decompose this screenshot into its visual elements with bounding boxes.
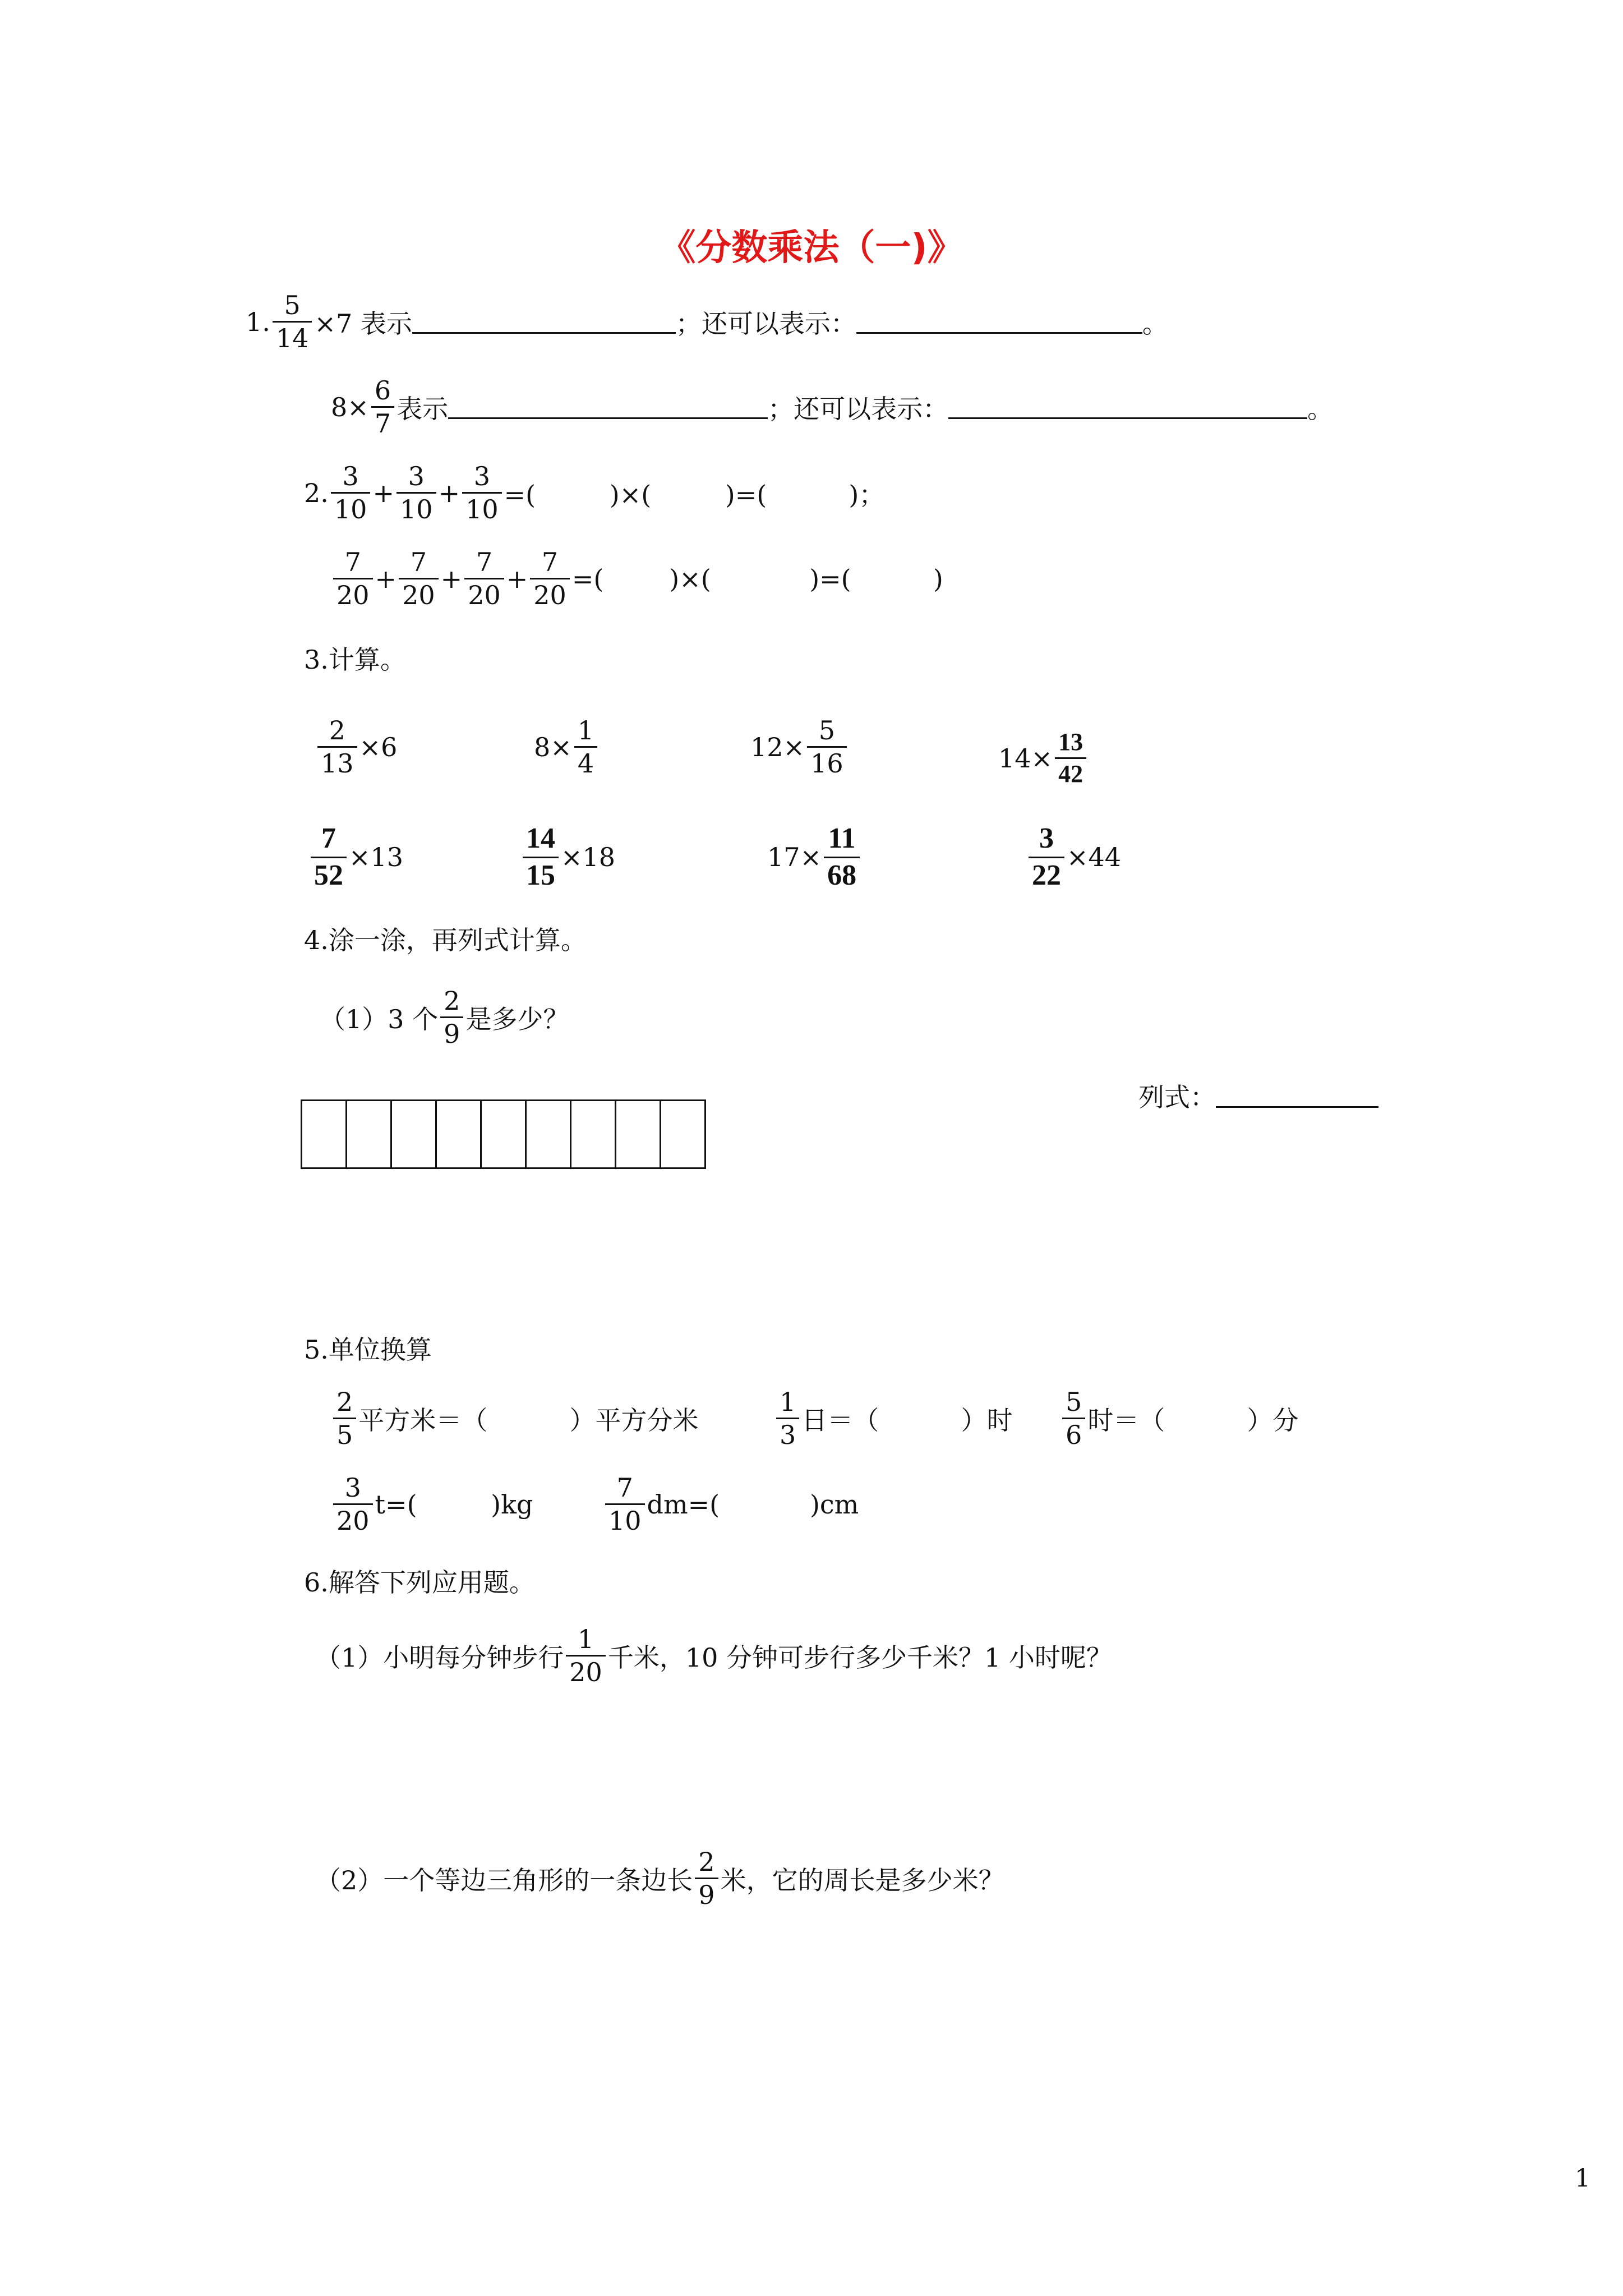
grid-cell[interactable] <box>482 1099 527 1169</box>
fraction: $\frac{5}{16}$ <box>807 717 847 777</box>
answer-blank[interactable] <box>948 395 1307 419</box>
formula-line: 列式： <box>1138 1077 1378 1114</box>
grid-cell[interactable] <box>347 1099 392 1169</box>
shading-grid <box>301 1099 706 1169</box>
grid-cell[interactable] <box>437 1099 482 1169</box>
fraction: $\frac{7}{10}$ <box>605 1474 645 1535</box>
fraction: $\frac{6}{7}$ <box>371 377 394 438</box>
calc-item: $\frac{3}{22}$ ×44 <box>1026 823 1121 891</box>
conversion-item: $\frac{3}{20}$ t=( )kg <box>331 1474 533 1535</box>
q6-label: 6.解答下列应用题。 <box>304 1567 535 1598</box>
fraction: $\frac{14}{15}$ <box>523 823 559 891</box>
fraction: $\frac{11}{68}$ <box>824 823 860 891</box>
grid-cell[interactable] <box>392 1099 437 1169</box>
q4-sub1: （1）3 个 $\frac{2}{9}$ 是多少？ <box>320 986 569 1050</box>
fraction: $\frac{1}{4}$ <box>574 717 597 777</box>
fraction: $\frac{7}{20}$ <box>464 549 504 609</box>
answer-blank[interactable] <box>448 395 768 419</box>
answer-blank[interactable] <box>856 310 1142 334</box>
q6-sub2: （2）一个等边三角形的一条边长 $\frac{2}{9}$ 米，它的周长是多少米？ <box>315 1847 1004 1911</box>
answer-blank[interactable] <box>412 310 676 334</box>
fraction: $\frac{3}{10}$ <box>396 463 436 523</box>
q5-label: 5.单位换算 <box>304 1335 432 1365</box>
q4-label: 4.涂一涂，再列式计算。 <box>304 925 587 955</box>
formula-blank[interactable] <box>1216 1084 1378 1108</box>
q3-label: 3.计算。 <box>304 645 406 675</box>
q1-line2: 8× $\frac{6}{7}$ 表示 ；还可以表示： 。 <box>331 375 1334 439</box>
fraction: $\frac{7}{20}$ <box>333 549 373 609</box>
fraction: $\frac{2}{5}$ <box>333 1388 356 1449</box>
fraction: $\frac{7}{52}$ <box>311 823 347 891</box>
calc-item: $\frac{14}{15}$ ×18 <box>520 823 615 891</box>
fraction: $\frac{2}{13}$ <box>317 717 357 777</box>
q2-line2: $\frac{7}{20}$ + $\frac{7}{20}$ + $\frac{7}{20}$ + $\frac{7}{20}$ =( )×( )=( ) <box>331 549 943 609</box>
page-number: 1 <box>1575 2164 1590 2193</box>
calc-item: 12× $\frac{5}{16}$ <box>750 717 849 777</box>
fraction: $\frac{5}{6}$ <box>1062 1388 1085 1449</box>
fraction: $\frac{3}{20}$ <box>333 1474 373 1535</box>
fraction: $\frac{3}{22}$ <box>1029 823 1064 891</box>
calc-item: $\frac{7}{52}$ ×13 <box>308 823 403 891</box>
calc-item: 17× $\frac{11}{68}$ <box>767 823 862 891</box>
q2-line1: 2. $\frac{3}{10}$ + $\frac{3}{10}$ + $\frac{3}{10}$ =( )×( )=( )； <box>304 461 885 525</box>
conversion-item: $\frac{7}{10}$ dm=( )cm <box>603 1474 859 1535</box>
fraction: $\frac{7}{20}$ <box>399 549 439 609</box>
fraction: $\frac{1}{3}$ <box>776 1388 799 1449</box>
fraction: $\frac{5}{14}$ <box>273 292 312 352</box>
grid-cell[interactable] <box>616 1099 661 1169</box>
fraction: $\frac{3}{10}$ <box>462 463 502 523</box>
conversion-item: $\frac{2}{5}$ 平方米＝（ ）平方分米 <box>331 1388 699 1449</box>
fraction: $\frac{2}{9}$ <box>440 987 463 1048</box>
page-title: 《分数乘法（一)》 <box>660 227 963 269</box>
calc-item: 8× $\frac{1}{4}$ <box>534 717 600 777</box>
conversion-item: $\frac{1}{3}$ 日＝（ ）时 <box>774 1388 1013 1449</box>
calc-item: 14× $\frac{13}{42}$ <box>998 729 1089 787</box>
grid-cell[interactable] <box>302 1099 347 1169</box>
grid-cell[interactable] <box>527 1099 571 1169</box>
conversion-item: $\frac{5}{6}$ 时＝（ ）分 <box>1060 1388 1299 1449</box>
q1-number: 1. <box>246 306 270 337</box>
fraction: $\frac{13}{42}$ <box>1055 729 1086 787</box>
q6-sub1: （1）小明每分钟步行 $\frac{1}{20}$ 千米，10 分钟可步行多少千米？1 小时呢？ <box>315 1624 1112 1688</box>
grid-cell[interactable] <box>571 1099 616 1169</box>
grid-cell[interactable] <box>661 1099 706 1169</box>
q1-line1: 1. $\frac{5}{14}$ ×7 表示 ；还可以表示： 。 <box>246 290 1168 354</box>
fraction: $\frac{3}{10}$ <box>331 463 371 523</box>
fraction: $\frac{2}{9}$ <box>695 1848 718 1909</box>
calc-item: $\frac{2}{13}$ ×6 <box>315 717 397 777</box>
fraction: $\frac{1}{20}$ <box>566 1626 606 1686</box>
fraction: $\frac{7}{20}$ <box>530 549 570 609</box>
